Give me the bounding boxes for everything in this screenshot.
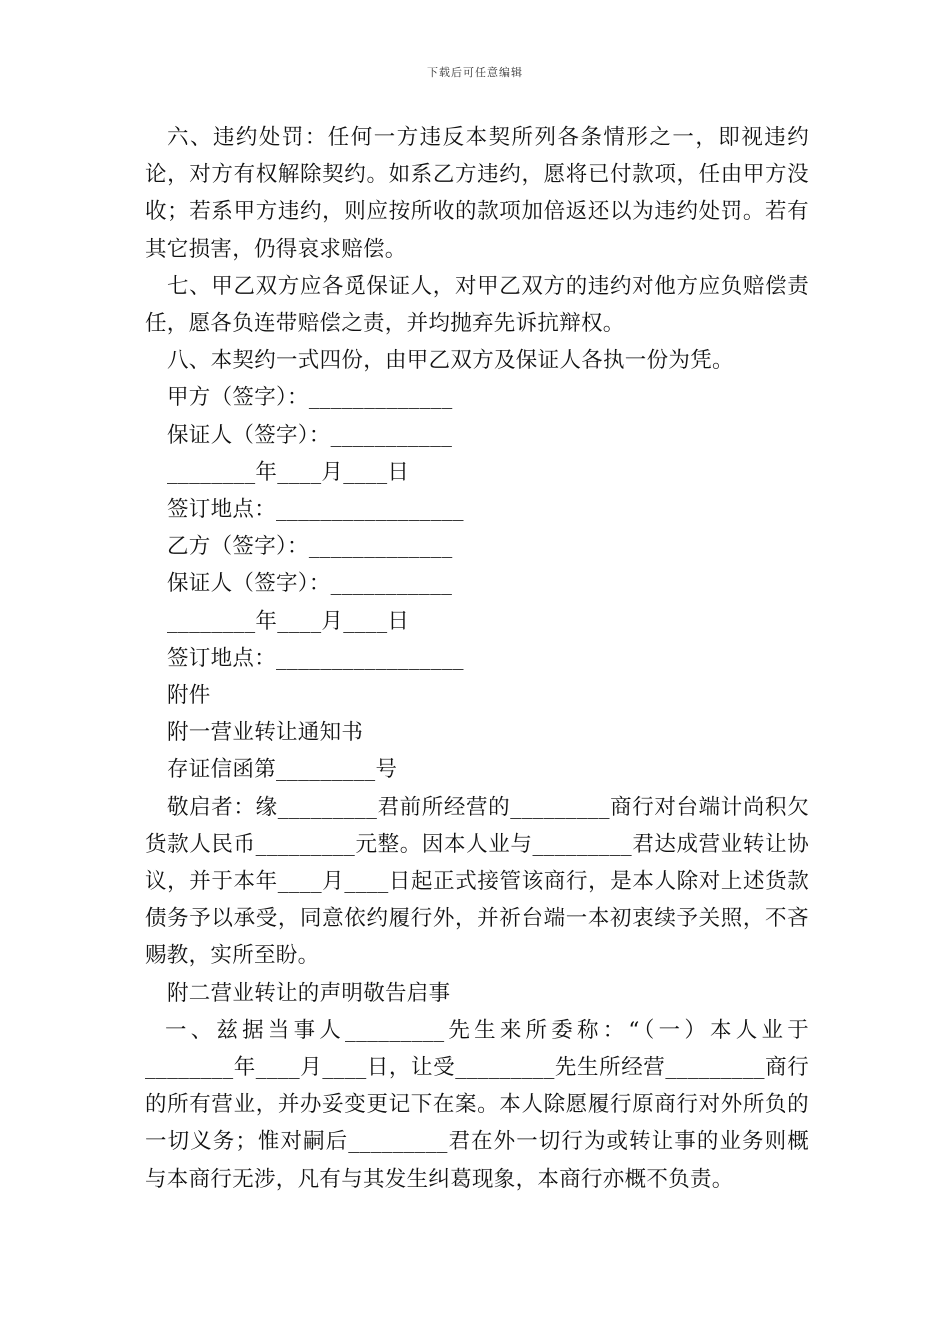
- guarantor-a-signature-line: 保证人（签字）：___________: [167, 422, 453, 448]
- party-a-signature-line: 甲方（签字）：_____________: [167, 385, 453, 411]
- date-line-b: ________年____月____日: [167, 608, 410, 634]
- attachment-two-title: 附二营业转让的声明敬告启事: [167, 980, 451, 1006]
- clause-eight-copies: 八、本契约一式四份，由甲乙双方及保证人各执一份为凭。: [167, 348, 734, 374]
- attachment-one-title: 附一营业转让通知书: [167, 720, 364, 746]
- signing-place-a: 签订地点：_________________: [167, 497, 464, 523]
- transfer-notice-body: 敬启者：缘_________君前所经营的_________商行对台端计尚积欠货款人民币_________元整。因本人业与_________君达成营业转让协议，并于本年____月____日起正式接管该商行，是本人除对上述货款债务予以承受，同意依约履行外，并祈台端一本初衷续予关照，不吝赐教，实所至盼。: [145, 794, 809, 969]
- attachment-heading: 附件: [167, 683, 211, 709]
- party-b-signature-line: 乙方（签字）：_____________: [167, 534, 453, 560]
- page-header: 下载后可任意编辑: [427, 66, 523, 79]
- clause-six-penalty: 六、违约处罚：任何一方违反本契所列各条情形之一，即视违约论，对方有权解除契约。如系乙方违约，愿将已付款项，任由甲方没收；若系甲方违约，则应按所收的款项加倍返还以为违约处罚。若有其它损害，仍得哀求赔偿。: [145, 125, 809, 262]
- signing-place-b: 签订地点：_________________: [167, 645, 464, 671]
- document-body: [145, 119, 809, 1198]
- clause-seven-guarantor: 七、甲乙双方应各觅保证人，对甲乙双方的违约对他方应负赔偿责任，愿各负连带赔偿之责，并均抛弃先诉抗辩权。: [145, 273, 809, 337]
- transfer-declaration-body: 一、兹据当事人_________先生来所委称：“（一）本人业于________年____月____日，让受_________先生所经营_________商行的所有营业，并办妥变更记下在案。本人除愿履行原商行对外所负的一切义务；惟对嗣后_________君在外一切行为或转让事的业务则概与本商行无涉，凡有与其发生纠葛现象，本商行亦概不负责。: [145, 1017, 809, 1192]
- date-line-a: ________年____月____日: [167, 459, 410, 485]
- guarantor-b-signature-line: 保证人（签字）：___________: [167, 571, 453, 597]
- certified-letter-number: 存证信函第_________号: [167, 757, 398, 783]
